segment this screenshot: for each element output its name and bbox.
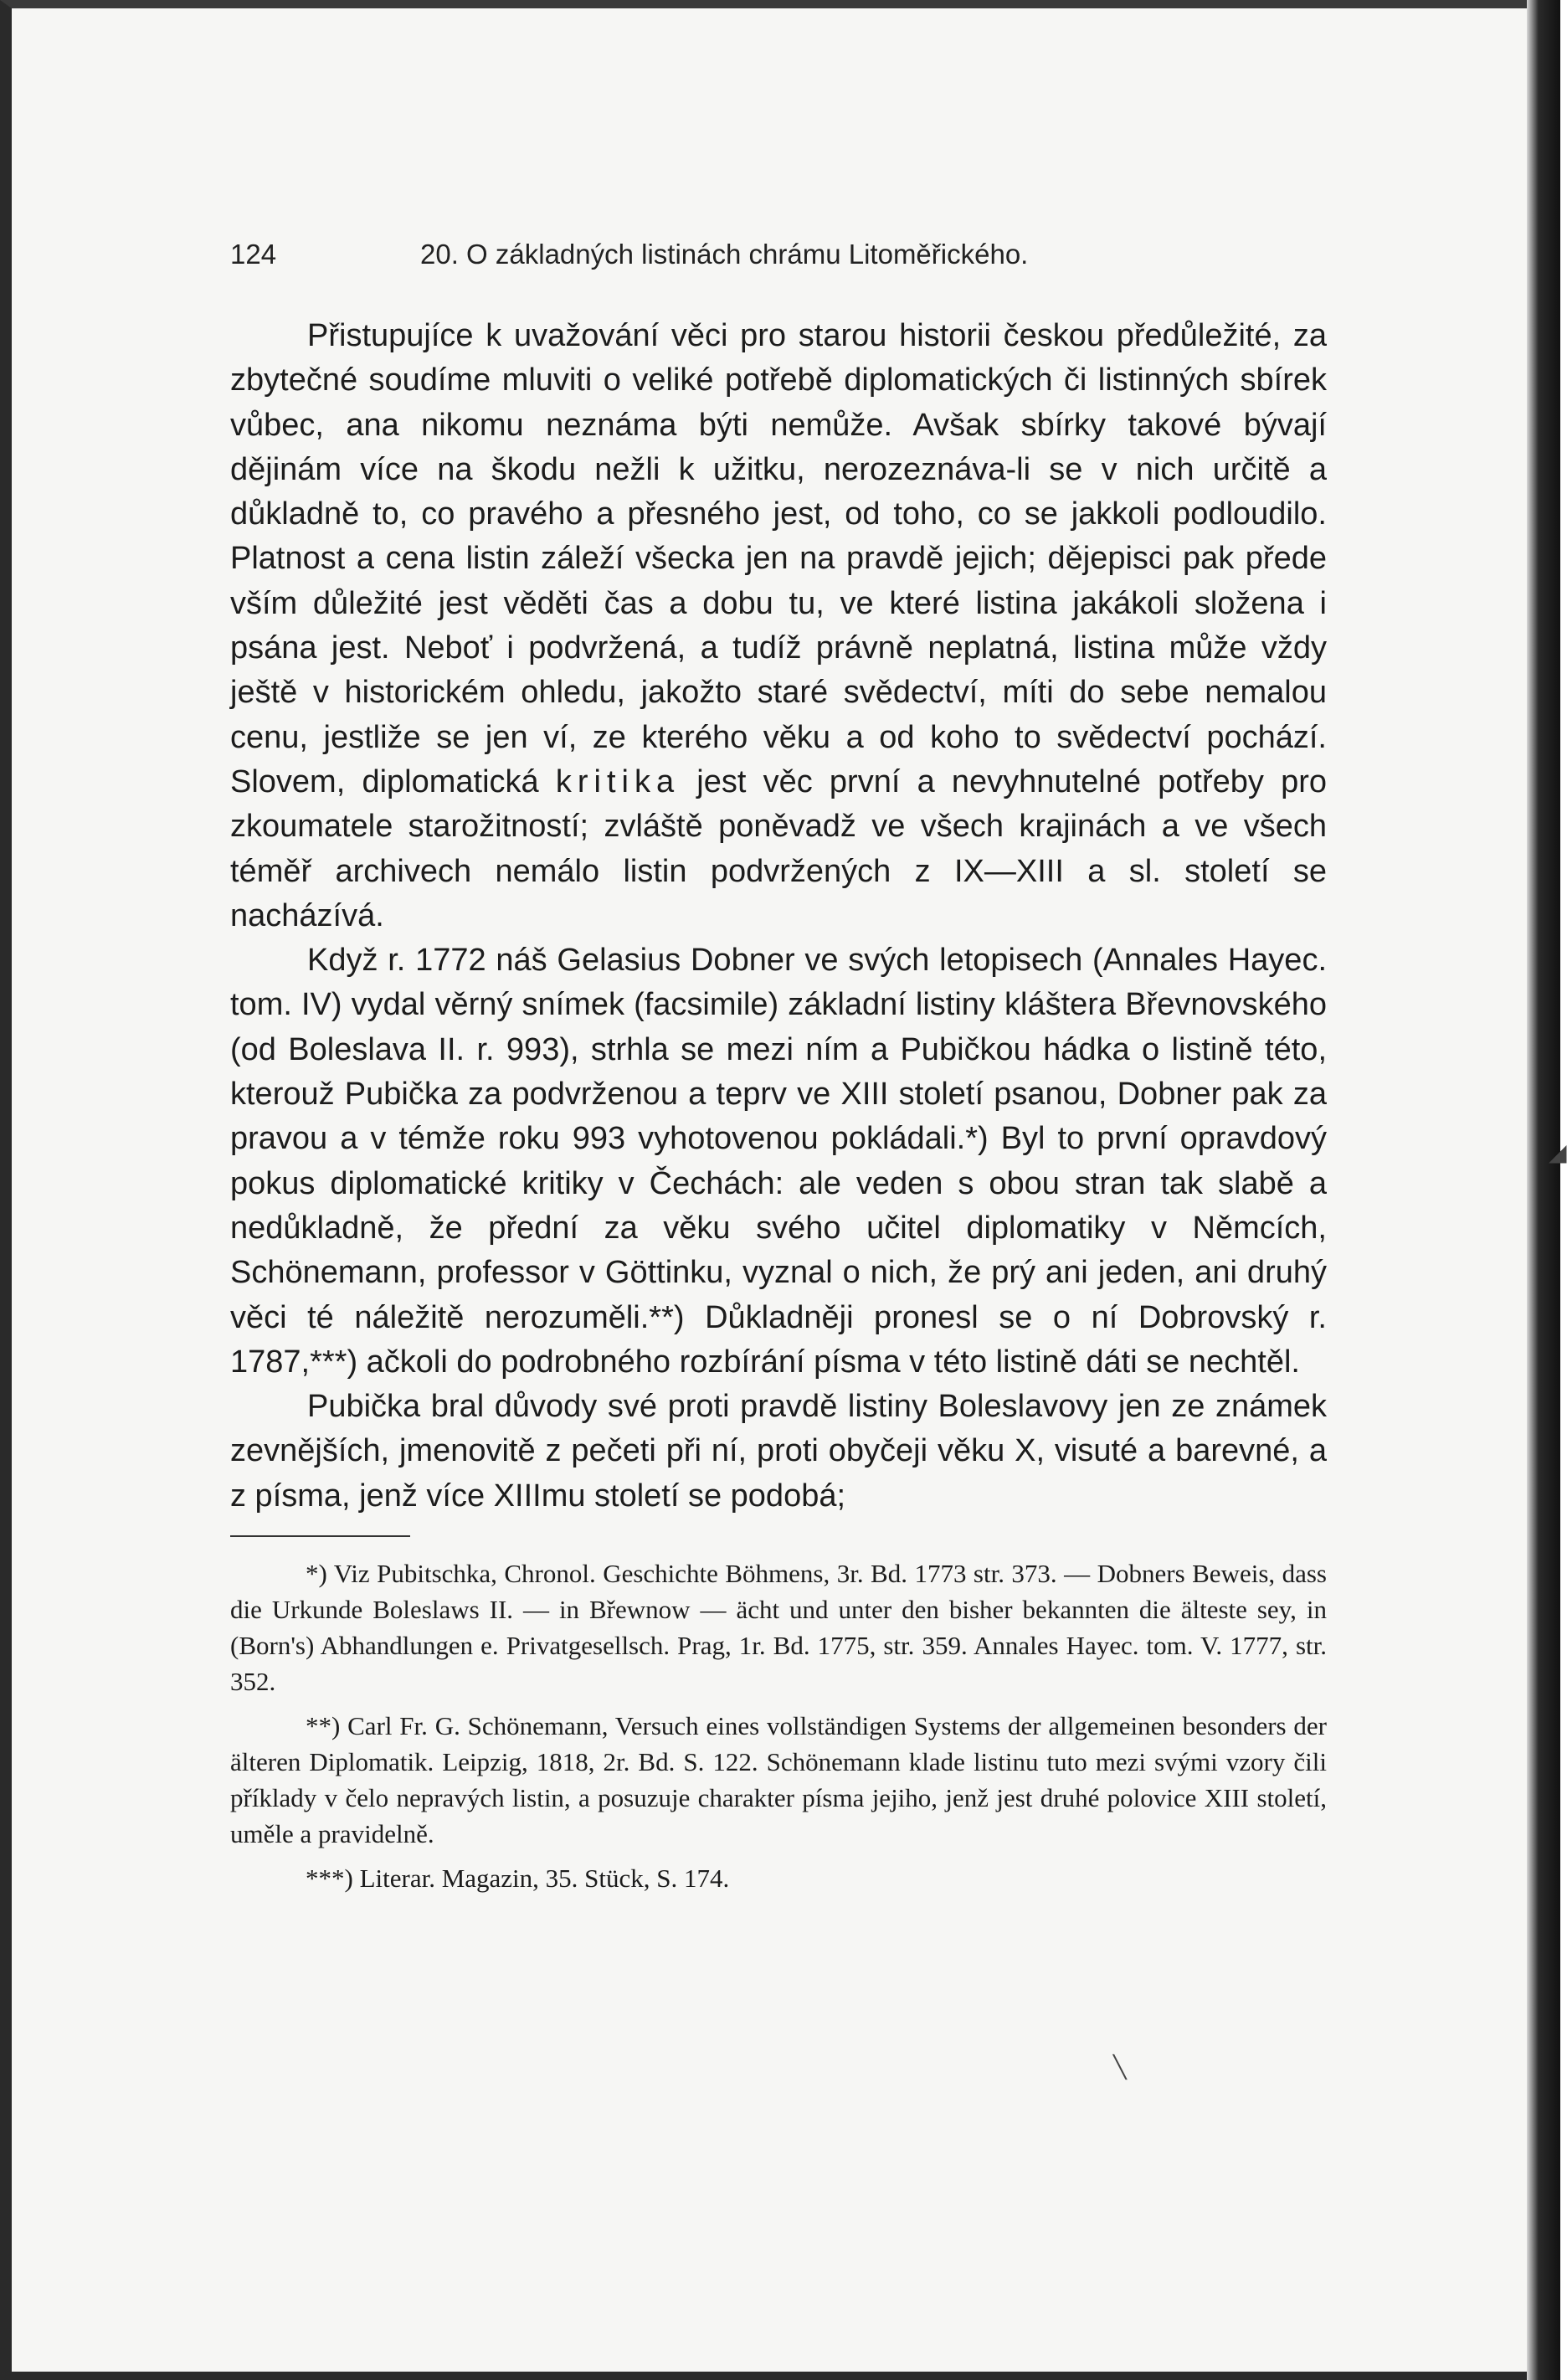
footnote-separator [230, 1535, 410, 1537]
footnote-2: **) Carl Fr. G. Schönemann, Versuch eines vollständigen Systems der allgemeinen besonders der älteren Diplomatik. Leipzig, 1818, 2r. Bd. S. 122. Schönemann klade listinu tuto mezi svými vzory čili příklady v čelo nepravých listin, a posuzuje charakter písma jejiho, jenž jest druhé polovice XIII století, uměle a pravidelně. [230, 1711, 1327, 1849]
paragraph-2: Když r. 1772 náš Gelasius Dobner ve svých letopisech (Annales Hayec. tom. IV) vydal věrný snímek (facsimile) základní listiny kláštera Břevnovského (od Boleslava II. r. 993), strhla se mezi ním a Pubičkou hádka o listině této, kterouž Pubička za podvrženou a teprv ve XIII století psanou, Dobner pak za pravou a v témže roku 993 vyhotovenou pokládali.*) Byl to první opravdový pokus diplomatické kritiky v Čechách: ale veden s obou stran tak slabě a nedůkladně, že přední za věku svého učitel diplomatiky v Němcích, Schönemann, professor v Göttinku, vyznal o nich, že prý ani jeden, ani druhý věci té náležitě nerozuměli.**) Důkladněji pronesl se o ní Dobrovský r. 1787,***) ačkoli do podrobného rozbírání písma v této listině dáti se nechtěl. [230, 943, 1327, 1380]
footnote-1: *) Viz Pubitschka, Chronol. Geschichte Böhmens, 3r. Bd. 1773 str. 373. — Dobners Beweis, dass die Urkunde Boleslaws II. — in Břewnow — ächt und unter den bisher bekannten die älteste sey, in (Born's) Abhandlungen e. Privatgesellsch. Prag, 1r. Bd. 1775, str. 359. Annales Hayec. tom. V. 1777, str. 352. [230, 1559, 1327, 1697]
emphasized-word: kritika [555, 763, 681, 799]
page-number: 124 [230, 239, 277, 270]
chapter-title: 20. O základných listinách chrámu Litoměřického. [420, 239, 1029, 270]
footnote-3: ***) Literar. Magazin, 35. Stück, S. 174. [306, 1863, 730, 1894]
main-text [230, 314, 1327, 1519]
paragraph-1 [230, 314, 1327, 938]
book-page [230, 239, 1327, 1896]
footnotes [230, 1555, 1327, 1896]
paragraph-3: Pubička bral důvody své proti pravdě listiny Boleslavovy jen ze známek zevnějších, jmenovitě z pečeti při ní, proti obyčeji věku X, visuté a barevné, a z písma, jenž více XIIImu století se podobá; [230, 1389, 1327, 1514]
book-spine-edge [1527, 0, 1560, 2380]
stray-mark-icon: ╲ [1113, 2055, 1127, 2080]
running-head [230, 239, 1327, 280]
paragraph-1-text-b: jest věc první a nevyhnutelné potřeby pro zkoumatele starožitností; zvláště poněvadž ve všech krajinách a ve všech téměř archivech nemálo listin podvržených z IX—XIII a sl. století se nacházívá. [230, 763, 1328, 933]
margin-mark-icon: ◢ [1549, 1139, 1567, 1166]
paragraph-1-text-a: Přistupujíce k uvažování věci pro starou historii českou předůležité, za zbytečné soudíme mluviti o veliké potřebě diplomatických či listinných sbírek vůbec, ana nikomu neznáma býti nemůže. Avšak sbírky takové bývají dějinám více na škodu nežli k užitku, nerozeznáva-li se v nich určitě a důkladně to, co pravého a přesného jest, od toho, co se jakkoli podloudilo. Platnost a cena listin záleží všecka jen na pravdě jejich; dějepisci pak přede vším důležité jest věděti čas a dobu tu, ve které listina jakákoli složena i psána jest. Neboť i podvržená, a tudíž právně neplatná, listina může vždy ještě v historickém ohledu, jakožto staré svědectví, míti do sebe nemalou cenu, jestliže se jen ví, ze kterého věku a od koho to svědectví pochází. Slovem, diplomatická [230, 318, 1327, 799]
